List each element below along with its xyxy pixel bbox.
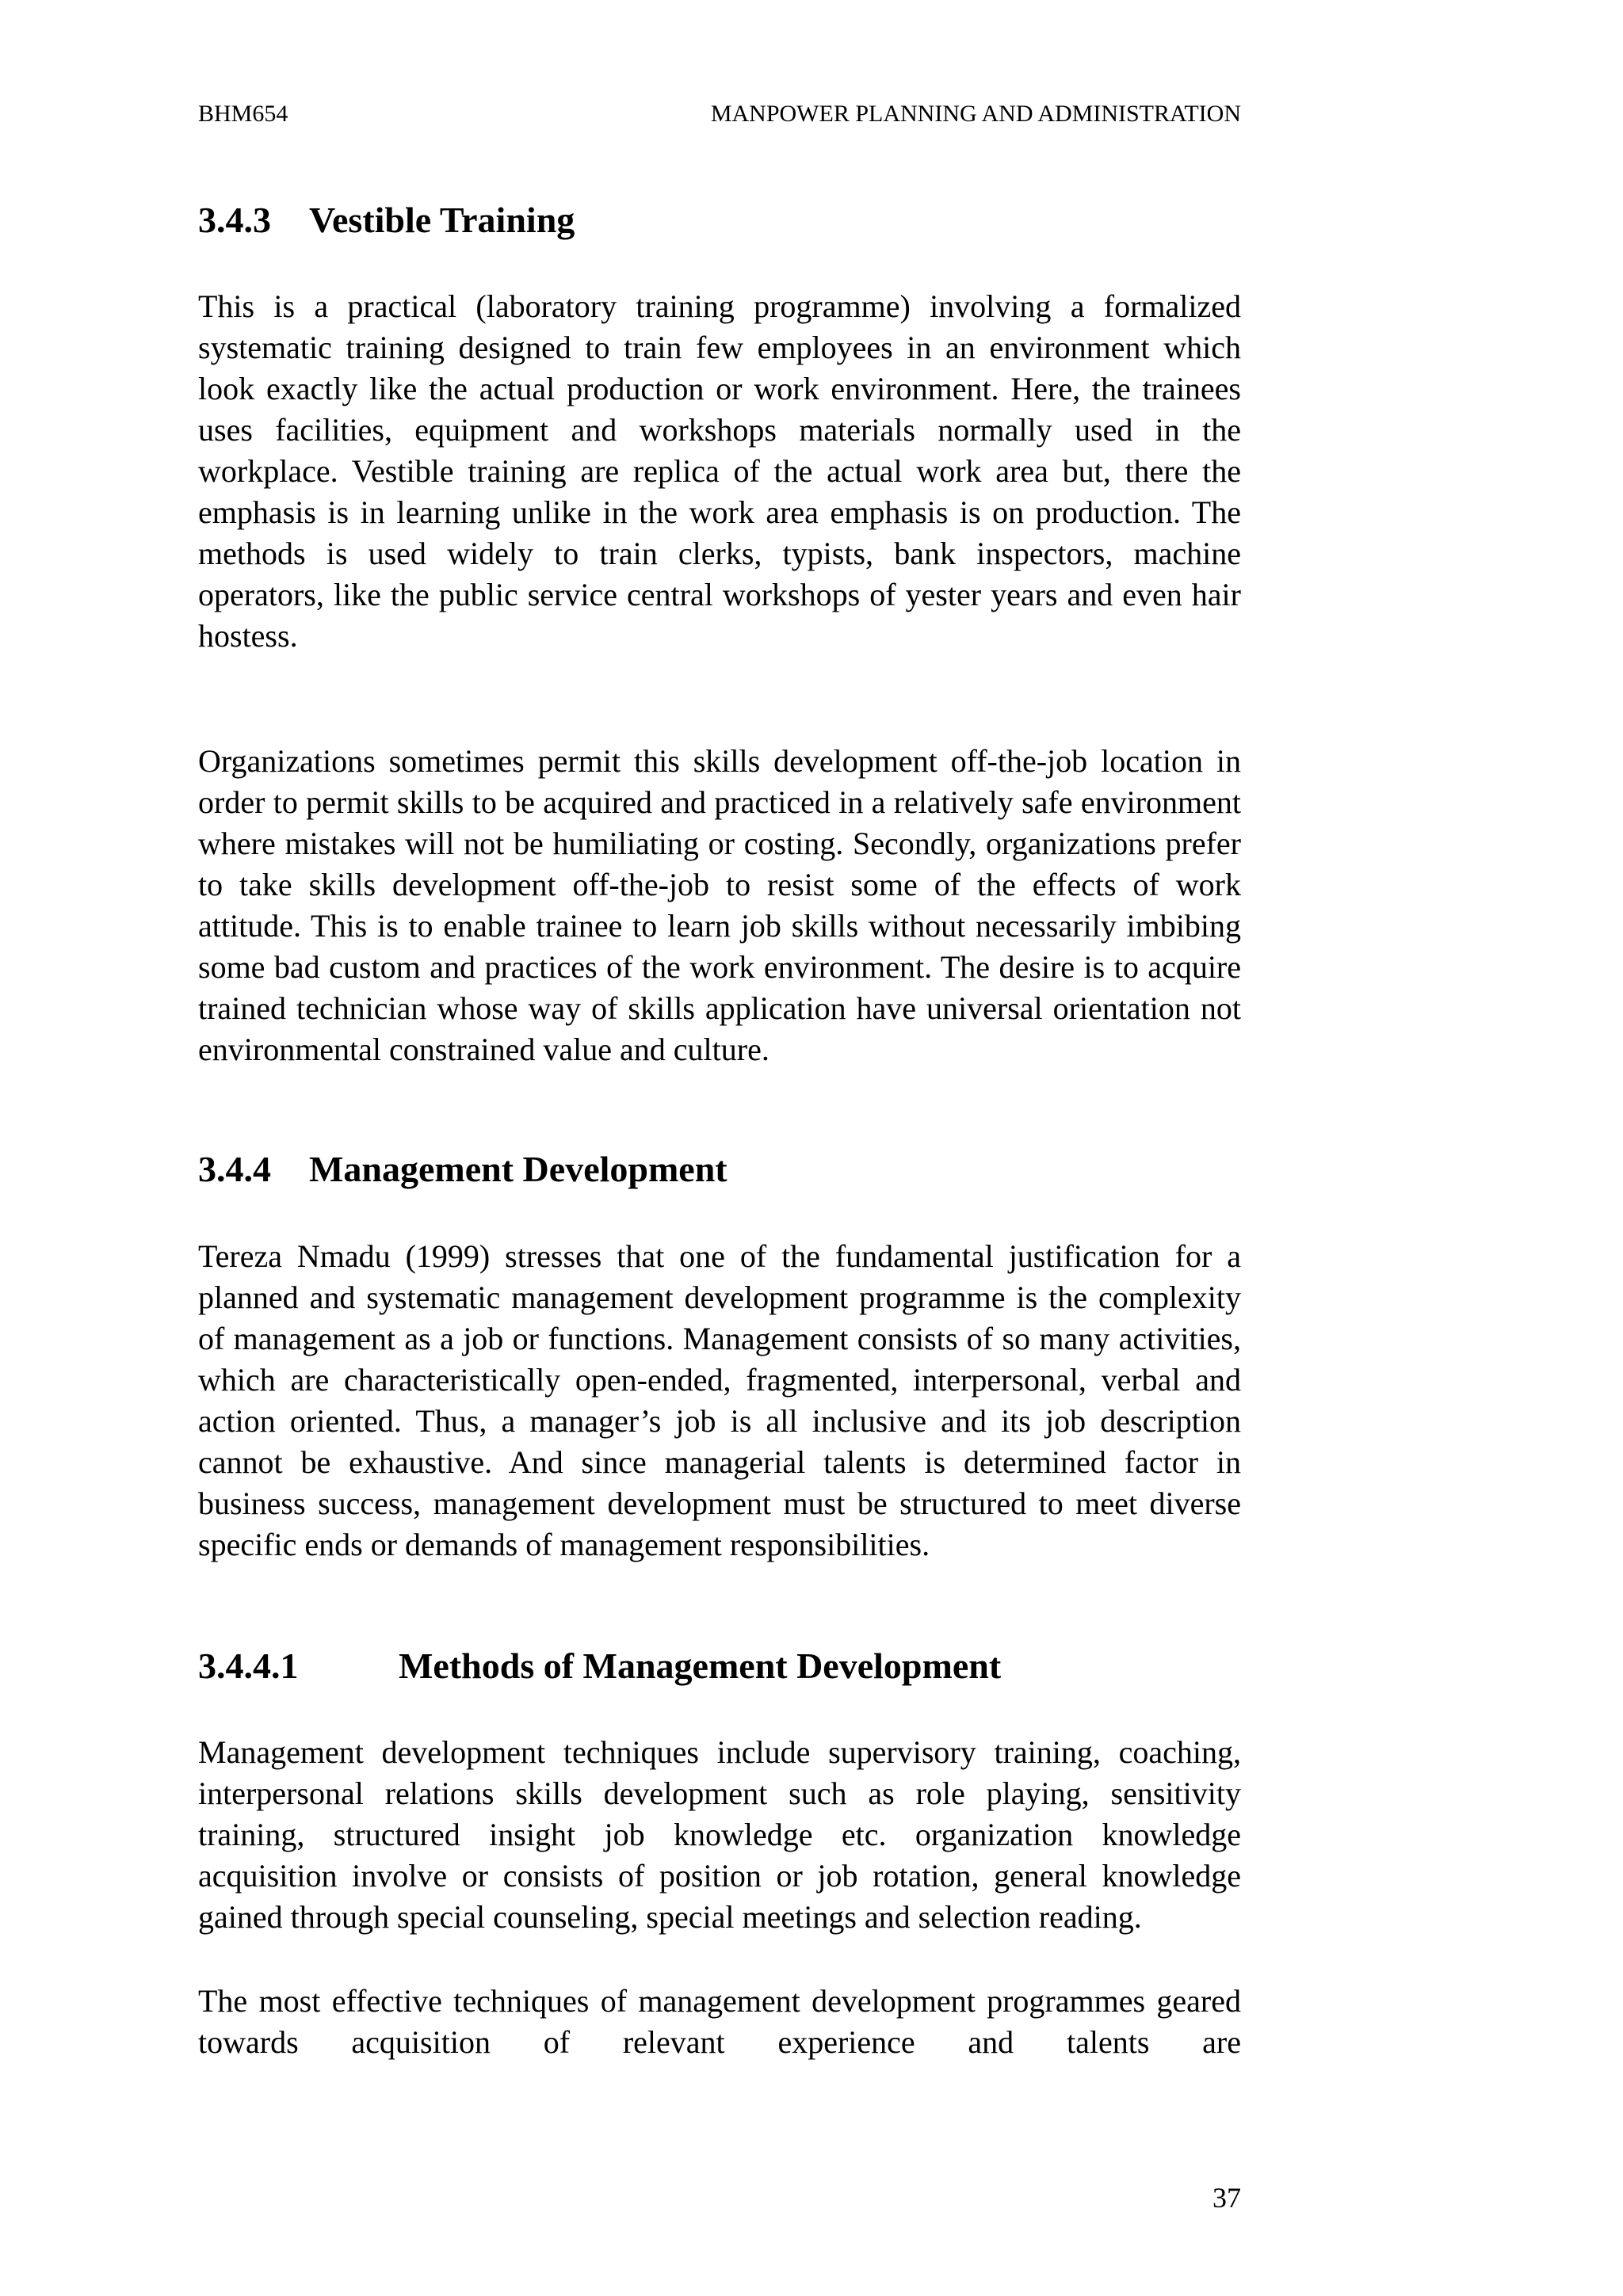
paragraph-management-techniques: Management development techniques include supervisory training, coaching, interpersonal relations skills development such as role playing, sensitivity training, structured insight job knowledge etc. organization knowledge acquisition involve or consists of position or job rotation, general knowledge gained through special counseling, special meetings and selection reading.	[198, 1734, 1241, 1935]
section-heading-3-4-4	[198, 1147, 1241, 1192]
paragraph-management-development: Tereza Nmadu (1999) stresses that one of the fundamental justification for a planned and systematic management development programme is the complexity of management as a job or functions. Management consists of so many activities, which are characteristically open-ended, fragmented, interpersonal, verbal and action oriented. Thus, a manager’s job is all inclusive and its job description cannot be exhaustive. And since managerial talents is determined factor in business success, management development must be structured to meet diverse specific ends or demands of management responsibilities.	[198, 1238, 1241, 1562]
section-title: Management Development	[309, 1149, 727, 1189]
running-header	[198, 100, 1241, 128]
document-page	[198, 0, 1241, 2296]
section-title: Vestible Training	[309, 200, 575, 240]
section-number: 3.4.3	[198, 200, 271, 240]
course-title: MANPOWER PLANNING AND ADMINISTRATION	[710, 101, 1241, 127]
section-heading-3-4-3	[198, 198, 1241, 242]
course-code: BHM654	[198, 101, 288, 127]
section-number: 3.4.4.1	[198, 1646, 299, 1686]
paragraph-vestible-training: This is a practical (laboratory training programme) involving a formalized systematic training designed to train few employees in an environment which look exactly like the actual production or work environment. Here, the trainees uses facilities, equipment and workshops materials normally used in the workplace. Vestible training are replica of the actual work area but, there the emphasis is in learning unlike in the work area emphasis is on production. The methods is used widely to train clerks, typists, bank inspectors, machine operators, like the public service central workshops of yester years and even hair hostess.	[198, 288, 1241, 654]
section-heading-3-4-4-1	[198, 1644, 1241, 1688]
paragraph-effective-techniques: The most effective techniques of management development programmes geared towards acquisition of relevant experience and talents are	[198, 1983, 1241, 2060]
paragraph-off-the-job: Organizations sometimes permit this skills development off-the-job location in order to permit skills to be acquired and practiced in a relatively safe environment where mistakes will not be humiliating or costing. Secondly, organizations prefer to take skills development off-the-job to resist some of the effects of work attitude. This is to enable trainee to learn job skills without necessarily imbibing some bad custom and practices of the work environment. The desire is to acquire trained technician whose way of skills application have universal orientation not environmental constrained value and culture.	[198, 743, 1241, 1067]
page-number: 37	[1212, 2182, 1241, 2214]
section-number: 3.4.4	[198, 1149, 271, 1189]
section-title: Methods of Management Development	[399, 1646, 1002, 1686]
